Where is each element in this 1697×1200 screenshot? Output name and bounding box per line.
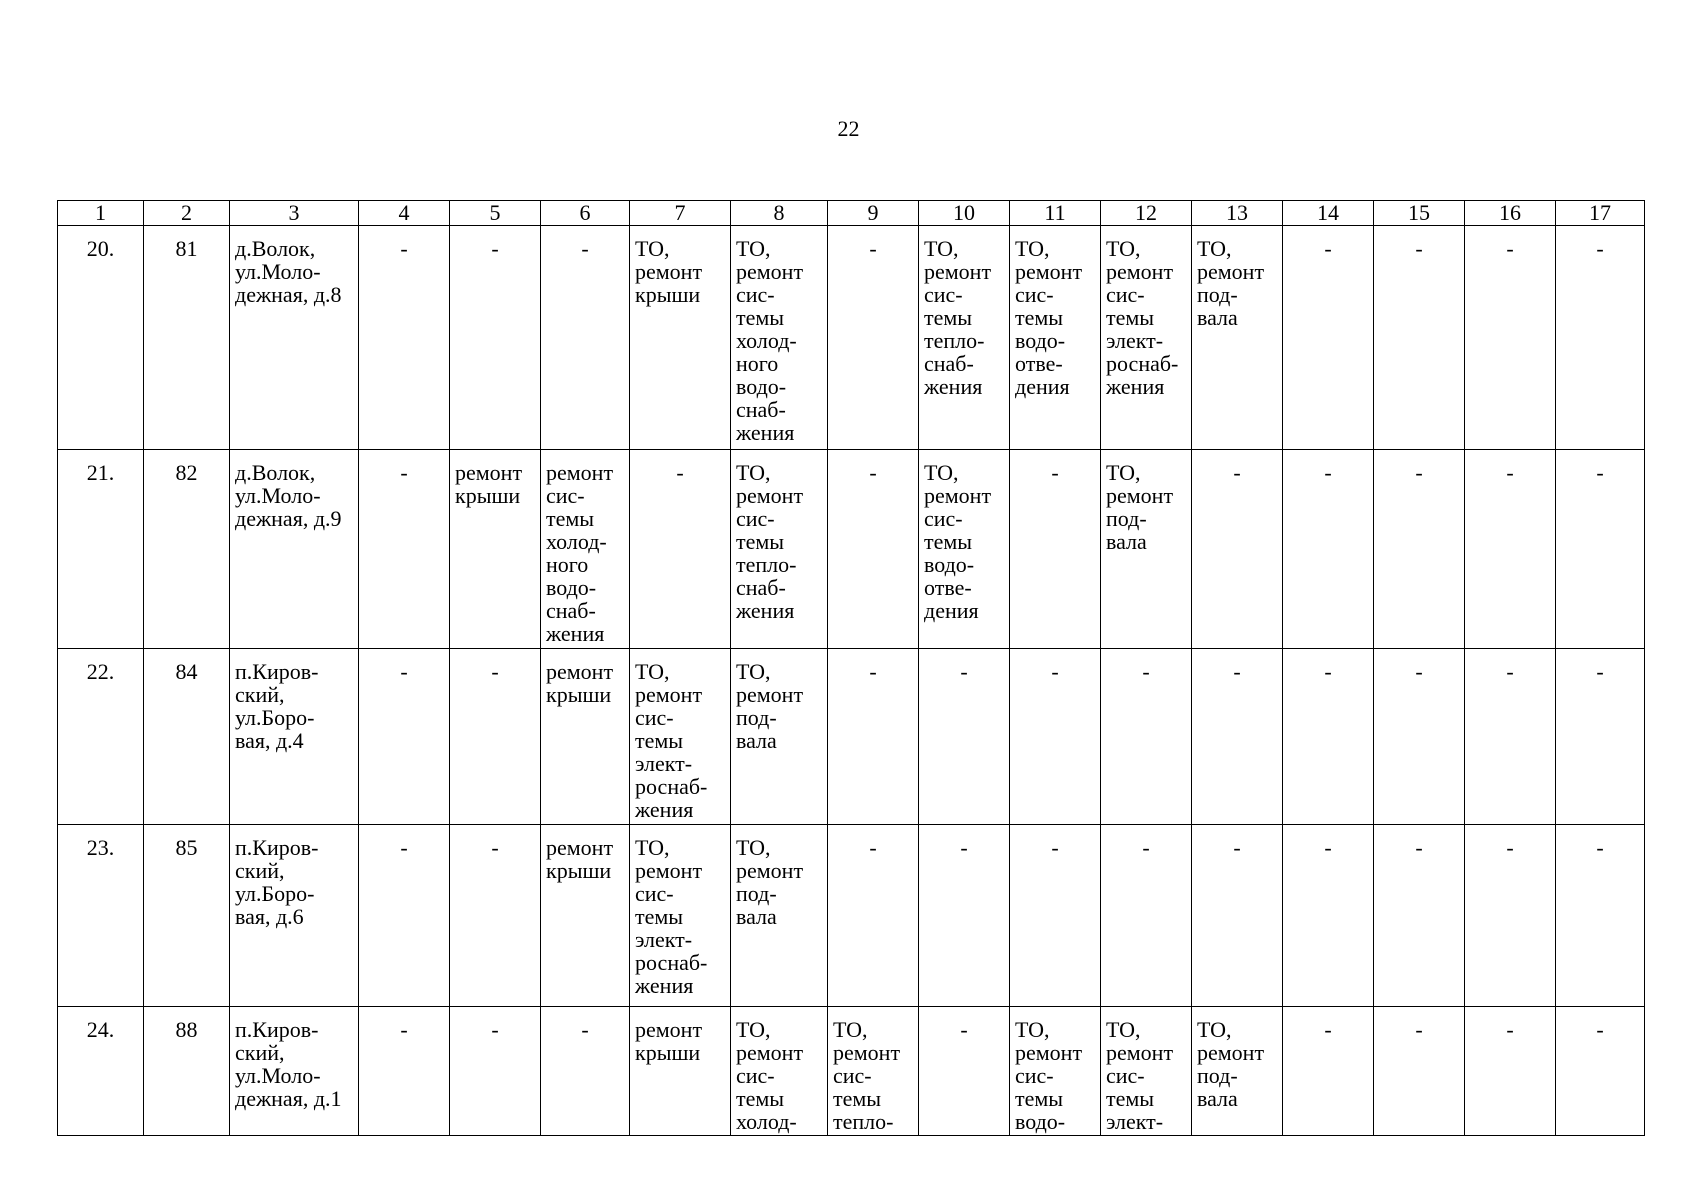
cell-text: ТО, ремонт сис- темы водо- отве- дения xyxy=(1015,236,1083,399)
cell-text: - xyxy=(1324,835,1332,860)
cell-text: - xyxy=(581,236,589,261)
cell-text: - xyxy=(1596,659,1604,684)
cell-text: ремонт крыши xyxy=(455,460,523,508)
cell-text: - xyxy=(960,1017,968,1042)
cell-text: - xyxy=(869,835,877,860)
table-cell xyxy=(541,450,630,649)
table-cell xyxy=(1556,825,1645,1007)
table-cell xyxy=(541,825,630,1007)
table-cell xyxy=(1010,649,1101,825)
cell-text: - xyxy=(1233,460,1241,485)
cell-text: - xyxy=(491,1017,499,1042)
table-cell xyxy=(230,825,359,1007)
cell-text: - xyxy=(1415,659,1423,684)
cell-text: ТО, ремонт сис- темы холод- xyxy=(736,1017,804,1134)
table-cell xyxy=(731,1007,828,1136)
table-cell xyxy=(1192,450,1283,649)
table-cell xyxy=(731,825,828,1007)
cell-text: п.Киров- ский, ул.Боро- вая, д.6 xyxy=(235,835,319,929)
table-cell xyxy=(58,226,144,450)
table-cell xyxy=(1374,825,1465,1007)
cell-text: 21. xyxy=(86,460,115,485)
cell-text: 20. xyxy=(86,236,115,261)
cell-text: - xyxy=(676,460,684,485)
cell-text: - xyxy=(1596,460,1604,485)
table-cell xyxy=(919,1007,1010,1136)
cell-text: 81 xyxy=(175,236,198,261)
cell-text: - xyxy=(581,1017,589,1042)
table-cell xyxy=(450,649,541,825)
cell-text: ТО, ремонт сис- темы тепло- снаб- жения xyxy=(924,236,992,399)
cell-text: - xyxy=(1324,460,1332,485)
table-row xyxy=(58,450,1645,649)
table-row xyxy=(58,825,1645,1007)
table-cell xyxy=(359,226,450,450)
table-cell xyxy=(630,450,731,649)
table-cell xyxy=(541,226,630,450)
column-header: 8 xyxy=(731,201,828,226)
cell-text: - xyxy=(400,659,408,684)
cell-text: ремонт крыши xyxy=(635,1017,703,1065)
table-cell xyxy=(58,1007,144,1136)
table-cell xyxy=(630,649,731,825)
maintenance-table xyxy=(57,200,1645,1136)
cell-text: д.Волок, ул.Моло- дежная, д.9 xyxy=(235,460,342,531)
cell-text: - xyxy=(1233,835,1241,860)
cell-text: п.Киров- ский, ул.Моло- дежная, д.1 xyxy=(235,1017,342,1111)
cell-text: 22. xyxy=(86,659,115,684)
column-header: 11 xyxy=(1010,201,1101,226)
table-cell xyxy=(1192,825,1283,1007)
table-cell xyxy=(1192,226,1283,450)
table-cell xyxy=(1101,226,1192,450)
cell-text: - xyxy=(1596,1017,1604,1042)
table-cell xyxy=(1283,825,1374,1007)
cell-text: ТО, ремонт сис- темы водо- xyxy=(1015,1017,1083,1134)
cell-text: ТО, ремонт сис- темы элект- роснаб- жения xyxy=(635,659,708,822)
table-cell xyxy=(1101,450,1192,649)
table-cell xyxy=(144,825,230,1007)
table-cell xyxy=(1283,450,1374,649)
cell-text: ТО, ремонт под- вала xyxy=(736,659,804,753)
table-cell xyxy=(58,649,144,825)
cell-text: - xyxy=(1506,659,1514,684)
table-cell xyxy=(58,825,144,1007)
table-cell xyxy=(1556,226,1645,450)
table-cell xyxy=(1374,1007,1465,1136)
cell-text: - xyxy=(491,236,499,261)
table-cell xyxy=(450,825,541,1007)
cell-text: - xyxy=(1506,236,1514,261)
column-header: 1 xyxy=(58,201,144,226)
cell-text: - xyxy=(1051,659,1059,684)
cell-text: ремонт сис- темы холод- ного водо- снаб- жения xyxy=(546,460,614,646)
page-number: 22 xyxy=(837,116,860,141)
table-cell xyxy=(1192,649,1283,825)
table-cell xyxy=(230,226,359,450)
cell-text: д.Волок, ул.Моло- дежная, д.8 xyxy=(235,236,342,307)
cell-text: - xyxy=(1596,236,1604,261)
cell-text: - xyxy=(1506,835,1514,860)
column-header: 6 xyxy=(541,201,630,226)
table-row xyxy=(58,649,1645,825)
cell-text: - xyxy=(491,835,499,860)
column-header: 7 xyxy=(630,201,731,226)
cell-text: - xyxy=(400,835,408,860)
cell-text: ремонт крыши xyxy=(546,659,614,707)
cell-text: ТО, ремонт под- вала xyxy=(1197,236,1265,330)
table-cell xyxy=(731,649,828,825)
table-cell xyxy=(450,1007,541,1136)
table-cell xyxy=(919,226,1010,450)
table-cell xyxy=(630,1007,731,1136)
table-cell xyxy=(144,450,230,649)
table-cell xyxy=(630,825,731,1007)
cell-text: - xyxy=(1506,460,1514,485)
cell-text: ТО, ремонт сис- темы элект- xyxy=(1106,1017,1174,1134)
cell-text: - xyxy=(400,460,408,485)
table-cell xyxy=(359,1007,450,1136)
cell-text: - xyxy=(1415,460,1423,485)
cell-text: ТО, ремонт сис- темы водо- отве- дения xyxy=(924,460,992,623)
table-body xyxy=(58,226,1645,1136)
table-cell xyxy=(1465,825,1556,1007)
cell-text: - xyxy=(1142,835,1150,860)
column-header: 15 xyxy=(1374,201,1465,226)
cell-text: - xyxy=(1324,236,1332,261)
table-cell xyxy=(359,825,450,1007)
table-cell xyxy=(1465,450,1556,649)
cell-text: - xyxy=(1051,460,1059,485)
column-header: 10 xyxy=(919,201,1010,226)
column-header: 4 xyxy=(359,201,450,226)
table-cell xyxy=(359,649,450,825)
cell-text: ремонт крыши xyxy=(546,835,614,883)
column-header: 5 xyxy=(450,201,541,226)
cell-text: 84 xyxy=(175,659,198,684)
cell-text: ТО, ремонт сис- темы холод- ного водо- снаб- жения xyxy=(736,236,804,445)
table-cell xyxy=(1192,1007,1283,1136)
table-cell xyxy=(828,825,919,1007)
table-cell xyxy=(1556,649,1645,825)
table-cell xyxy=(1374,450,1465,649)
cell-text: 82 xyxy=(175,460,198,485)
column-header: 17 xyxy=(1556,201,1645,226)
cell-text: - xyxy=(1415,1017,1423,1042)
table-cell xyxy=(1101,1007,1192,1136)
cell-text: ТО, ремонт сис- темы тепло- снаб- жения xyxy=(736,460,804,623)
table-cell xyxy=(58,450,144,649)
cell-text: ТО, ремонт сис- темы элект- роснаб- жения xyxy=(635,835,708,998)
cell-text: ТО, ремонт под- вала xyxy=(1197,1017,1265,1111)
table-cell xyxy=(919,450,1010,649)
table-cell xyxy=(1101,649,1192,825)
table-cell xyxy=(1010,1007,1101,1136)
table-cell xyxy=(1283,649,1374,825)
cell-text: ТО, ремонт под- вала xyxy=(1106,460,1174,554)
cell-text: - xyxy=(1596,835,1604,860)
cell-text: - xyxy=(1415,236,1423,261)
cell-text: - xyxy=(1324,1017,1332,1042)
cell-text: п.Киров- ский, ул.Боро- вая, д.4 xyxy=(235,659,319,753)
table-cell xyxy=(1010,226,1101,450)
table-cell xyxy=(1556,1007,1645,1136)
column-header: 3 xyxy=(230,201,359,226)
column-header: 12 xyxy=(1101,201,1192,226)
table-cell xyxy=(1010,825,1101,1007)
table-cell xyxy=(919,649,1010,825)
cell-text: - xyxy=(1051,835,1059,860)
table-cell xyxy=(1283,226,1374,450)
table-cell xyxy=(450,226,541,450)
cell-text: - xyxy=(1324,659,1332,684)
cell-text: ТО, ремонт под- вала xyxy=(736,835,804,929)
cell-text: - xyxy=(491,659,499,684)
table-cell xyxy=(828,226,919,450)
cell-text: - xyxy=(869,659,877,684)
table-cell xyxy=(144,226,230,450)
table-cell xyxy=(1465,226,1556,450)
table-cell xyxy=(1101,825,1192,1007)
table-cell xyxy=(144,649,230,825)
table-row xyxy=(58,1007,1645,1136)
table-cell xyxy=(1010,450,1101,649)
table-cell xyxy=(541,1007,630,1136)
cell-text: 88 xyxy=(175,1017,198,1042)
table-cell xyxy=(1374,649,1465,825)
cell-text: 24. xyxy=(86,1017,115,1042)
table-row xyxy=(58,226,1645,450)
table-cell xyxy=(731,450,828,649)
cell-text: - xyxy=(960,659,968,684)
cell-text: - xyxy=(960,835,968,860)
cell-text: - xyxy=(1415,835,1423,860)
cell-text: 23. xyxy=(86,835,115,860)
table-cell xyxy=(230,1007,359,1136)
header-row xyxy=(58,201,1645,226)
column-header: 14 xyxy=(1283,201,1374,226)
cell-text: 85 xyxy=(175,835,198,860)
cell-text: - xyxy=(869,460,877,485)
table-cell xyxy=(144,1007,230,1136)
table-cell xyxy=(230,649,359,825)
table-cell xyxy=(450,450,541,649)
cell-text: - xyxy=(400,1017,408,1042)
cell-text: ТО, ремонт сис- темы элект- роснаб- жения xyxy=(1106,236,1179,399)
table-cell xyxy=(828,450,919,649)
cell-text: - xyxy=(400,236,408,261)
table-cell xyxy=(630,226,731,450)
table-cell xyxy=(359,450,450,649)
column-header: 13 xyxy=(1192,201,1283,226)
cell-text: - xyxy=(1506,1017,1514,1042)
cell-text: ТО, ремонт крыши xyxy=(635,236,703,307)
table-cell xyxy=(731,226,828,450)
table-cell xyxy=(919,825,1010,1007)
cell-text: - xyxy=(1233,659,1241,684)
table-cell xyxy=(1283,1007,1374,1136)
table-cell xyxy=(230,450,359,649)
table-cell xyxy=(1465,1007,1556,1136)
cell-text: - xyxy=(869,236,877,261)
column-header: 2 xyxy=(144,201,230,226)
table-cell xyxy=(828,649,919,825)
table-cell xyxy=(1465,649,1556,825)
column-header: 9 xyxy=(828,201,919,226)
cell-text: ТО, ремонт сис- темы тепло- xyxy=(833,1017,901,1134)
column-header: 16 xyxy=(1465,201,1556,226)
cell-text: - xyxy=(1142,659,1150,684)
table-cell xyxy=(1556,450,1645,649)
table-cell xyxy=(1374,226,1465,450)
table-cell xyxy=(828,1007,919,1136)
table-cell xyxy=(541,649,630,825)
